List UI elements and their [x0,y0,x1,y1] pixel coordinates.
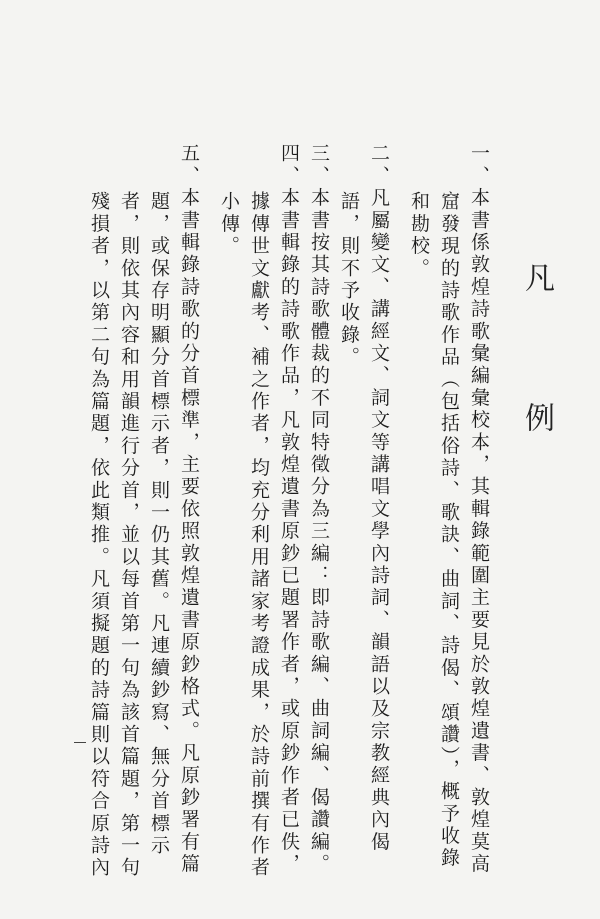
page-number [74,742,86,743]
text-column-6: 三、本書按其詩歌體裁的不同特徵分為三編：即詩歌編、曲詞編、偈讚編。 [308,143,330,876]
text-column-10: 五、本書輯錄詩歌的分首標準，主要依照敦煌遺書原鈔格式。凡原鈔署有篇 [178,143,200,876]
text-column-1: 一、本書係敦煌詩歌彙編彙校本，其輯錄範圍主要見於敦煌遺書、敦煌莫高 [468,143,490,876]
text-column-8: 據傳世文獻考、補之作者，均充分利用諸家考證成果，於詩前撰有作者 [248,191,270,880]
text-column-5: 語，則不予收錄。 [338,191,360,369]
page-title: 凡 例 [519,262,554,472]
text-column-12: 者，則依其內容和用韻進行分首，並以每首第一句為該首篇題，第一句 [118,191,140,880]
text-column-4: 二、凡屬變文、講經文、詞文等講唱文學內詩詞、韻語以及宗教經典內偈 [368,143,390,854]
text-column-11: 題，或保存明顯分首標示者，則一仍其舊。凡連續鈔寫、無分首標示 [148,191,170,857]
text-column-7: 四、本書輯錄的詩歌作品，凡敦煌遺書原鈔已題署作者，或原鈔作者已佚， [278,143,300,876]
text-column-2: 窟發現的詩歌作品（包括俗詩、歌訣、曲詞、詩偈、頌讚），概予收錄 [438,191,460,870]
text-column-13: 殘損者，以第二句為篇題，依此類推。凡須擬題的詩篇則以符合原詩內 [88,191,110,880]
text-column-3: 和勘校。 [408,191,430,280]
text-column-9: 小傳。 [218,191,240,258]
